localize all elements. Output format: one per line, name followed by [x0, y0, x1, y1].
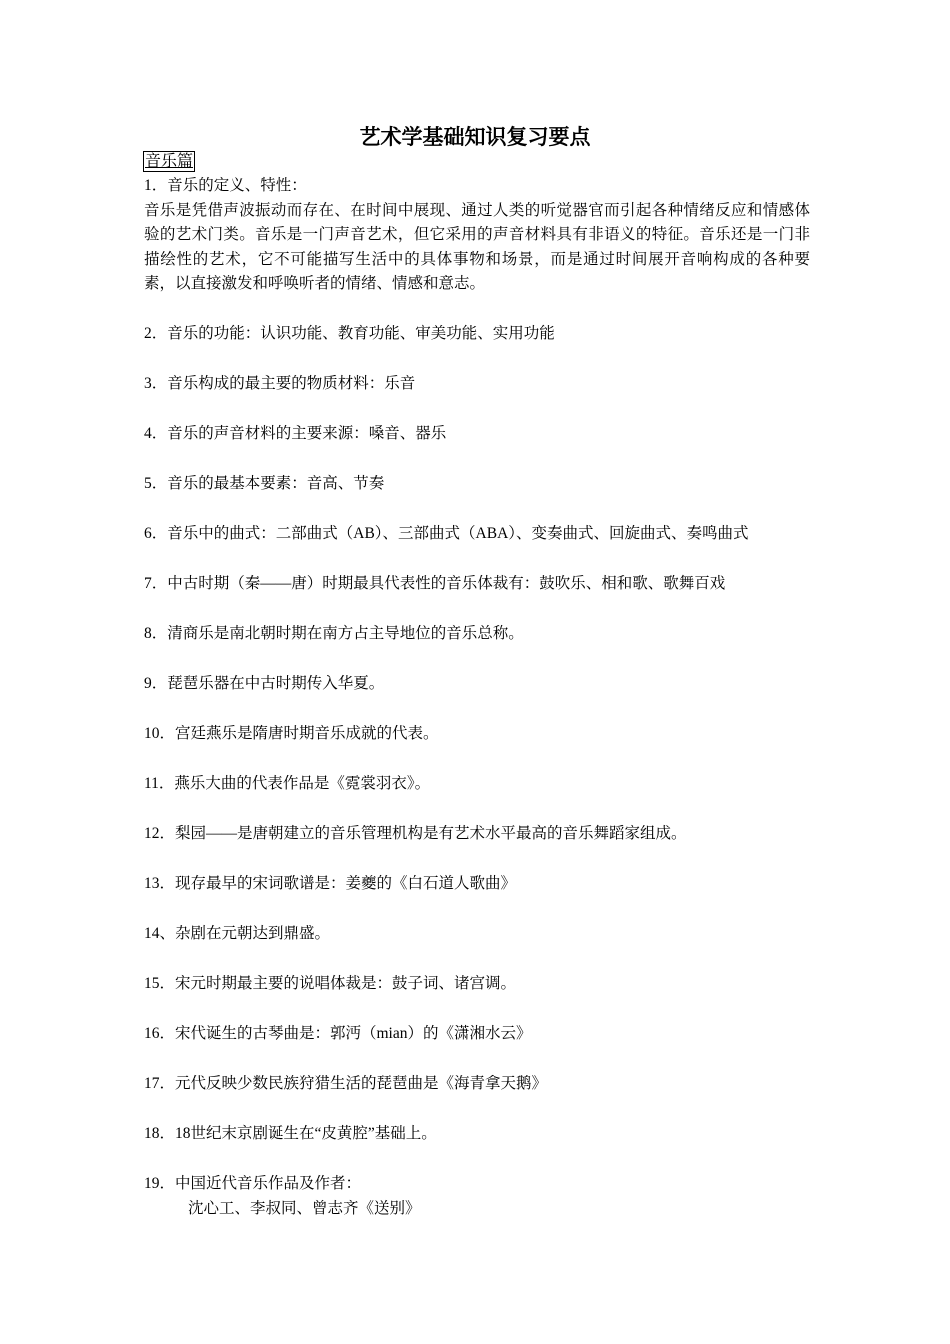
list-item: [144, 872, 810, 897]
list-item: [144, 922, 810, 947]
item-subline: 沈心工、李叔同、曾志齐《送别》: [188, 1199, 421, 1217]
list-item: [144, 722, 810, 747]
item-text: 14、杂剧在元朝达到鼎盛。: [144, 925, 331, 942]
item-text: 17．元代反映少数民族狩猎生活的琵琶曲是《海青拿天鹅》: [144, 1075, 548, 1092]
item-text: 9．琵琶乐器在中古时期传入华夏。: [144, 675, 385, 692]
list-item: [144, 972, 810, 997]
list-item: [144, 422, 810, 447]
list-item: [144, 1172, 810, 1221]
list-item: [144, 622, 810, 647]
item-text: 6．音乐中的曲式：二部曲式（AB）、三部曲式（ABA）、变奏曲式、回旋曲式、奏鸣曲式: [144, 525, 749, 542]
list-item: [144, 1072, 810, 1097]
list-item: [144, 522, 810, 547]
list-item: [144, 322, 810, 347]
list-item: [144, 1022, 810, 1047]
item-heading: 19．中国近代音乐作品及作者：: [144, 1175, 362, 1192]
list-item: [144, 174, 810, 297]
item-text: 16．宋代诞生的古琴曲是：郭沔（mian）的《潇湘水云》: [144, 1025, 532, 1042]
item-text: 8．清商乐是南北朝时期在南方占主导地位的音乐总称。: [144, 625, 524, 642]
list-item: [144, 472, 810, 497]
document-title: 艺术学基础知识复习要点: [359, 125, 591, 149]
item-text: 7．中古时期（秦——唐）时期最具代表性的音乐体裁有：鼓吹乐、相和歌、歌舞百戏: [144, 575, 726, 592]
list-item: [144, 772, 810, 797]
item-text: 10．宫廷燕乐是隋唐时期音乐成就的代表。: [144, 725, 439, 742]
item-text: 4．音乐的声音材料的主要来源：嗓音、器乐: [144, 425, 447, 442]
list-item: [144, 372, 810, 397]
item-text: 2．音乐的功能：认识功能、教育功能、审美功能、实用功能: [144, 325, 555, 342]
item-heading: 1．音乐的定义、特性：: [144, 177, 307, 194]
list-item: [144, 672, 810, 697]
item-text: 18．18世纪末京剧诞生在“皮黄腔”基础上。: [144, 1125, 437, 1142]
item-text: 15．宋元时期最主要的说唱体裁是：鼓子词、诸宫调。: [144, 975, 517, 992]
item-text: 5．音乐的最基本要素：音高、节奏: [144, 475, 385, 492]
item-text: 11．燕乐大曲的代表作品是《霓裳羽衣》。: [144, 775, 431, 792]
item-text: 13．现存最早的宋词歌谱是：姜夔的《白石道人歌曲》: [144, 875, 517, 892]
item-text: 3．音乐构成的最主要的物质材料：乐音: [144, 375, 416, 392]
list-item: [144, 572, 810, 597]
list-item: [144, 1122, 810, 1147]
item-text: 12．梨园——是唐朝建立的音乐管理机构是有艺术水平最高的音乐舞蹈家组成。: [144, 825, 687, 842]
item-paragraph: 音乐是凭借声波振动而存在、在时间中展现、通过人类的听觉器官而引起各种情绪反应和情感体验的艺术门类。音乐是一门声音艺术，但它采用的声音材料具有非语义的特征。音乐还是一门非描绘性的艺术，它不可能描写生活中的具体事物和场景，而是通过时间展开音响构成的各种要素，以直接激发和呼唤听者的情绪、情感和意志。: [144, 201, 810, 292]
document-body: [144, 174, 810, 1221]
list-item: [144, 822, 810, 847]
section-heading: 音乐篇: [145, 153, 194, 170]
